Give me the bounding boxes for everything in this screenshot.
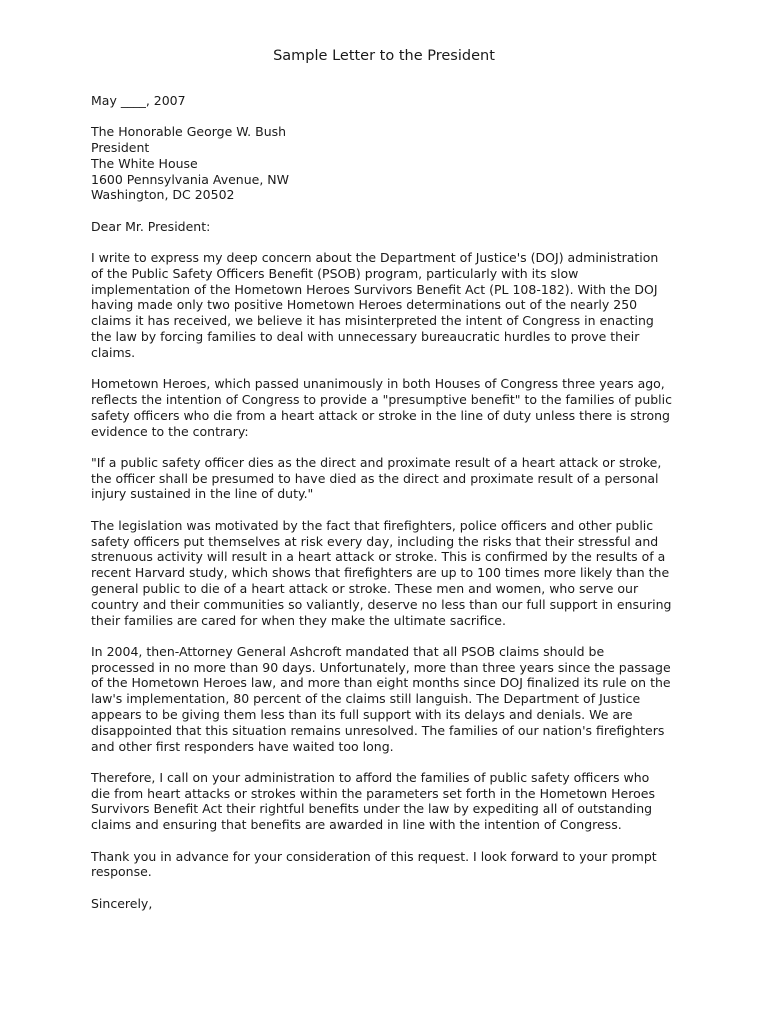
text-line: recent Harvard study, which shows that firefighters are up to 100 times more likely than the: [91, 565, 670, 581]
text-line: safety officers who die from a heart attack or stroke in the line of duty unless there is strong: [91, 407, 670, 423]
text-line: of the Public Safety Officers Benefit (PSOB) program, particularly with its slow: [91, 265, 579, 281]
address-line: Washington, DC 20502: [91, 187, 235, 203]
text-line: the officer shall be presumed to have died as the direct and proximate result of a personal: [91, 470, 659, 486]
document-title: Sample Letter to the President: [273, 48, 495, 64]
text-line: strenuous activity will result in a heart attack or stroke. This is confirmed by the results of a: [91, 549, 666, 565]
paragraph-concern: [91, 250, 691, 361]
text-line: claims it has received, we believe it has misinterpreted the intent of Congress in enacting: [91, 313, 654, 329]
text-line: the law by forcing families to deal with unnecessary bureaucratic hurdles to prove their: [91, 329, 640, 345]
text-line: having made only two positive Hometown Heroes determinations out of the nearly 250: [91, 297, 638, 313]
text-line: reflects the intention of Congress to provide a "presumptive benefit" to the families of public: [91, 391, 672, 407]
recipient-address: [91, 124, 691, 203]
text-line: of the Hometown Heroes law, and more than eight months since DOJ finalized its rule on the: [91, 675, 671, 691]
address-line: 1600 Pennsylvania Avenue, NW: [91, 171, 289, 187]
address-line: The Honorable George W. Bush: [91, 124, 287, 140]
text-line: law's implementation, 80 percent of the claims still languish. The Department of Justice: [91, 691, 641, 707]
text-line: country and their communities so valiantly, deserve no less than our full support in ensuring: [91, 596, 672, 612]
text-line: Thank you in advance for your consideration of this request. I look forward to your prompt: [91, 848, 657, 864]
text-line: Survivors Benefit Act their rightful benefits under the law by expediting all of outstanding: [91, 801, 653, 817]
text-line: and other first responders have waited too long.: [91, 738, 394, 754]
text-line: claims.: [91, 344, 136, 360]
text-line: claims and ensuring that benefits are awarded in line with the intention of Congress.: [91, 817, 622, 833]
text-line: response.: [91, 864, 152, 880]
text-line: Hometown Heroes, which passed unanimously in both Houses of Congress three years ago,: [91, 376, 665, 392]
paragraph-legislation: [91, 518, 691, 629]
paragraph-hometown-heroes: [91, 376, 691, 439]
letter-body: [91, 93, 691, 911]
text-line: disappointed that this situation remains unresolved. The families of our nation's firefighters: [91, 722, 665, 738]
text-line: processed in no more than 90 days. Unfortunately, more than three years since the passage: [91, 659, 671, 675]
paragraph-thanks: [91, 849, 691, 881]
paragraph-ashcroft: [91, 644, 691, 755]
text-line: die from heart attacks or strokes within the parameters set forth in the Hometown Heroes: [91, 785, 655, 801]
paragraph-request: [91, 770, 691, 833]
text-line: their families are cared for when they make the ultimate sacrifice.: [91, 612, 506, 628]
text-line: evidence to the contrary:: [91, 423, 249, 439]
address-line: The White House: [91, 155, 198, 171]
text-line: Therefore, I call on your administration to afford the families of public safety officers who: [91, 769, 650, 785]
text-line: injury sustained in the line of duty.": [91, 486, 314, 502]
text-line: The legislation was motivated by the fact that firefighters, police officers and other public: [91, 517, 654, 533]
closing: Sincerely,: [91, 895, 153, 911]
text-line: appears to be giving them less than its full support with its delays and denials. We are: [91, 707, 633, 722]
text-line: In 2004, then-Attorney General Ashcroft mandated that all PSOB claims should be: [91, 643, 605, 659]
text-line: general public to die of a heart attack or stroke. These men and women, who serve our: [91, 580, 639, 596]
text-line: "If a public safety officer dies as the direct and proximate result of a heart attack or stroke,: [91, 454, 662, 470]
paragraph-quotation: [91, 455, 691, 502]
text-line: safety officers put themselves at risk every day, including the risks that their stressful and: [91, 533, 659, 549]
address-line: President: [91, 140, 150, 156]
text-line: implementation of the Hometown Heroes Survivors Benefit Act (PL 108-182). With the DOJ: [91, 281, 658, 297]
letter-date: May ____, 2007: [91, 93, 186, 108]
salutation: Dear Mr. President:: [91, 218, 211, 234]
text-line: I write to express my deep concern about the Department of Justice's (DOJ) administration: [91, 250, 659, 266]
